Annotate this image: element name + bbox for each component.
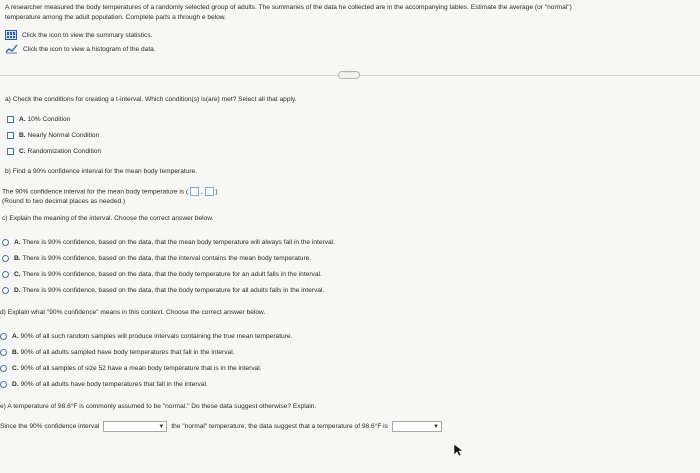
table-icon[interactable]	[5, 30, 17, 40]
part-c-option-a[interactable]: A. There is 90% confidence, based on the data, that the mean body temperature will always fall in the interval.	[2, 239, 335, 246]
radio-button[interactable]	[0, 349, 7, 356]
part-c-option-c[interactable]: C. There is 90% confidence, based on the data, that the body temperature for an adult falls in the interval.	[2, 271, 322, 278]
part-e-prompt: e) A temperature of 98.6°F is commonly assumed to be "normal." Do these data suggest otherwise? Explain.	[0, 403, 317, 410]
histogram-link-label[interactable]: Click the icon to view a histogram of the data.	[23, 45, 156, 53]
part-a-option-c[interactable]: C. Randomization Condition	[7, 148, 101, 155]
summary-stats-link-label[interactable]: Click the icon to view the summary statistics.	[22, 31, 153, 39]
checkbox[interactable]	[7, 148, 14, 155]
checkbox[interactable]	[7, 116, 14, 123]
intro-line-2: temperature among the adult population. Complete parts a through e below.	[5, 13, 227, 21]
checkbox[interactable]	[7, 132, 14, 139]
upper-bound-input[interactable]	[205, 187, 214, 196]
part-b-answer-line: The 90% confidence interval for the mean body temperature is ( , )	[2, 188, 218, 196]
part-b-prompt: b) Find a 90% confidence interval for the mean body temperature.	[5, 168, 198, 175]
part-e-answer-line	[0, 421, 442, 432]
part-a-option-a[interactable]: A. 10% Condition	[7, 116, 70, 123]
radio-button[interactable]	[0, 381, 7, 388]
line-chart-icon[interactable]	[5, 44, 18, 54]
part-e-middle-text: the "normal" temperature, the data suggest that a temperature of 98.6°F is	[171, 423, 388, 430]
part-c-option-d[interactable]: D. There is 90% confidence, based on the data, that the body temperature for all adults falls in the interval.	[2, 287, 324, 294]
radio-button[interactable]	[2, 255, 9, 262]
radio-button[interactable]	[2, 239, 9, 246]
problem-intro	[5, 3, 572, 22]
part-d-option-a[interactable]: A. 90% of all such random samples will produce intervals containing the true mean temperature.	[0, 333, 292, 340]
radio-button[interactable]	[2, 287, 9, 294]
lower-bound-input[interactable]	[190, 187, 199, 196]
part-d-option-d[interactable]: D. 90% of all adults have body temperatures that fall in the interval.	[0, 381, 208, 388]
part-c-prompt: c) Explain the meaning of the interval. Choose the correct answer below.	[2, 215, 214, 222]
part-b-note: (Round to two decimal places as needed.)	[2, 198, 126, 205]
radio-button[interactable]	[2, 271, 9, 278]
chevron-down-icon: ▼	[433, 424, 439, 430]
part-e-since-text: Since the 90% confidence interval	[0, 423, 100, 430]
mouse-cursor-icon	[453, 443, 463, 457]
radio-button[interactable]	[0, 333, 7, 340]
part-a-option-b[interactable]: B. Nearly Normal Condition	[7, 132, 99, 139]
part-d-option-c[interactable]: C. 90% of all samples of size 52 have a mean body temperature that is in the interval.	[0, 365, 262, 372]
part-d-option-b[interactable]: B. 90% of all adults sampled have body temperatures that fall in the interval.	[0, 349, 235, 356]
chevron-down-icon: ▼	[158, 424, 165, 430]
part-d-prompt: d) Explain what "90% confidence" means in this context. Choose the correct answer below.	[0, 309, 266, 316]
conclusion-dropdown[interactable]	[392, 421, 442, 432]
radio-button[interactable]	[0, 365, 7, 372]
interval-relation-dropdown[interactable]	[103, 421, 167, 432]
summary-stats-link[interactable]	[5, 30, 152, 40]
part-a-prompt: a) Check the conditions for creating a t-interval. Which condition(s) is(are) met? Select all that apply.	[5, 96, 297, 103]
histogram-link[interactable]	[5, 44, 156, 54]
part-c-option-b[interactable]: B. There is 90% confidence, based on the data, that the interval contains the mean body temperature.	[2, 255, 311, 262]
intro-line-1: A researcher measured the body temperatures of a randomly selected group of adults. The summaries of the data he collected are in the accompanying tables. Estimate the average (or "normal")	[5, 4, 572, 11]
expand-more-button[interactable]	[338, 71, 360, 79]
